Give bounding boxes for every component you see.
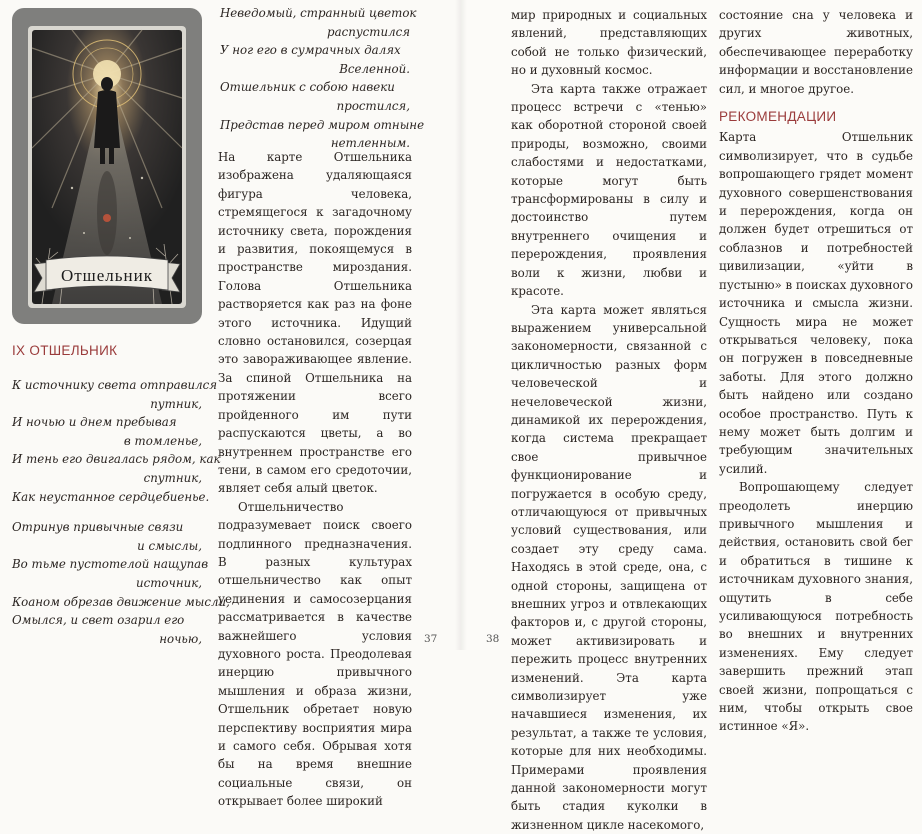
poem-line-end: путник, <box>12 395 202 414</box>
poem-line-end: нетленным. <box>220 134 410 153</box>
paragraph: На карте Отшельника изображена удаляющаяся фигура человека, стремящегося к загадочному источнику света, порождения и развития, покоящемуся в пространстве мироздания. Голова Отшельника растворяется как раз на фоне этого источника. Идущий словно остановился, созерцая это завораживающее явление. За спиной Отшельника на протяжении всего пройденного им пути распускаются цветы, а во внутреннем пространстве его тени, в самом его средоточии, являет себя алый цветок. <box>218 148 412 498</box>
poem-line: И тень его двигалась рядом, как <box>12 450 202 469</box>
left-body-column <box>218 148 412 811</box>
paragraph: Эта карта также отражает процесс встречи с «тенью» как оборотной стороной своей природы, возможно, своими слабостями и недостатками, которые могут быть трансформированы в силу и достоинство путем внутреннего очищения и перерождения, проявления воли к жизни, любви и красоте. <box>511 80 707 301</box>
poem-line: Отринув привычные связи <box>12 518 202 537</box>
poem-line-end: Вселенной. <box>220 60 410 79</box>
paragraph: Эта карта может являться выражением универсальной закономерности, связанной с цикличностью разных форм человеческой и нечеловеческой жизни, динамикой их перерождения, когда система прекращает свое привычное функционирование и погружается в особую среду, отличающуюся от привычных условий существования, или создает эту среду сама. Находясь в этой среде, она, с одной стороны, защищена от внешних угроз и отвлекающих факторов и, с другой стороны, может активизировать и пережить процесс внутренних изменений. Эта карта символизирует уже начавшиеся изменения, их результат, а также те условия, которые для них необходимы. Примерами проявления данной закономерности могут быть стадия куколки в жизненном цикле насекомого, <box>511 301 707 834</box>
poem-stanza-left <box>12 376 202 648</box>
page-number-right: 38 <box>486 633 499 645</box>
poem-line-end: и смыслы, <box>12 537 202 556</box>
poem-line-end: простился, <box>220 97 410 116</box>
poem-line: У ног его в сумрачных далях <box>220 41 410 60</box>
card-title: Отшельник <box>46 266 168 286</box>
poem-line: Неведомый, странный цветок <box>220 4 410 23</box>
section-heading: РЕКОМЕНДАЦИИ <box>719 108 913 126</box>
page-number-left: 37 <box>424 633 437 645</box>
poem-line-end: источник, <box>12 574 202 593</box>
poem-line: К источнику света отправился <box>12 376 202 395</box>
section-heading: IX ОТШЕЛЬНИК <box>12 343 117 358</box>
paragraph: Отшельничество подразумевает поиск своего подлинного предназначения. В разных культурах отшельничество как опыт уединения и самосозерцания рассматривается в качестве важнейшего условия духовного роста. Преодолевая инерцию привычного мышления и образа жизни, Отшельник обретает новую перспективу восприятия мира и самого себя. Обрывая хотя бы на время внешние социальные связи, он открывает более широкий <box>218 498 412 811</box>
paragraph: мир природных и социальных явлений, представляющих собой не только физический, но и духовный космос. <box>511 6 707 80</box>
poem-line-end: распустился <box>220 23 410 42</box>
poem-line: И ночью и днем пребывая <box>12 413 202 432</box>
paragraph: состояние сна у человека и других животных, обеспечивающее переработку информации и восстановление сил, и многое другое. <box>719 6 913 98</box>
poem-line: Во тьме пустотелой нащупав <box>12 555 202 574</box>
poem-line: Омылся, и свет озарил его <box>12 611 202 630</box>
right-page <box>461 0 922 650</box>
right-column-2 <box>719 6 913 736</box>
left-page <box>0 0 461 650</box>
poem-line-end: спутник, <box>12 469 202 488</box>
paragraph: Карта Отшельник символизирует, что в судьбе вопрошающего грядет момент духовного совершенствования и перерождения, когда он должен будет отрешиться от соблазнов и потребностей цивилизации, «уйти в пустыню» в поисках духовного источника и смысла жизни. Сущность мира не может открываться человеку, пока он погружен в повседневные заботы. Для этого должно быть найдено или создано особое пространство. Путь к нему может быть долгим и требующим значительных усилий. <box>719 128 913 478</box>
poem-line-end: в томленье, <box>12 432 202 451</box>
right-column-1 <box>511 6 707 834</box>
paragraph: Вопрошающему следует преодолеть инерцию привычного мышления и действия, остановить свой бег и обратиться в тишине к источникам духовного знания, ощутить в себе усиливающуюся потребность во внешних и внутренних изменениях. Ему следует завершить прежний этап своей жизни, попрощаться с ним, чтобы открыть свое истинное «Я». <box>719 478 913 736</box>
poem-line: Коаном обрезав движение мысли, <box>12 593 202 612</box>
poem-line-end: ночью, <box>12 630 202 649</box>
poem-line: Представ перед миром отныне <box>220 116 410 135</box>
book-gutter <box>455 0 467 650</box>
poem-line: Как неустанное сердцебиенье. <box>12 488 202 507</box>
tarot-card-hermit <box>12 8 202 324</box>
poem-stanza-top <box>220 4 410 153</box>
poem-line: Отшельник с собою навеки <box>220 78 410 97</box>
